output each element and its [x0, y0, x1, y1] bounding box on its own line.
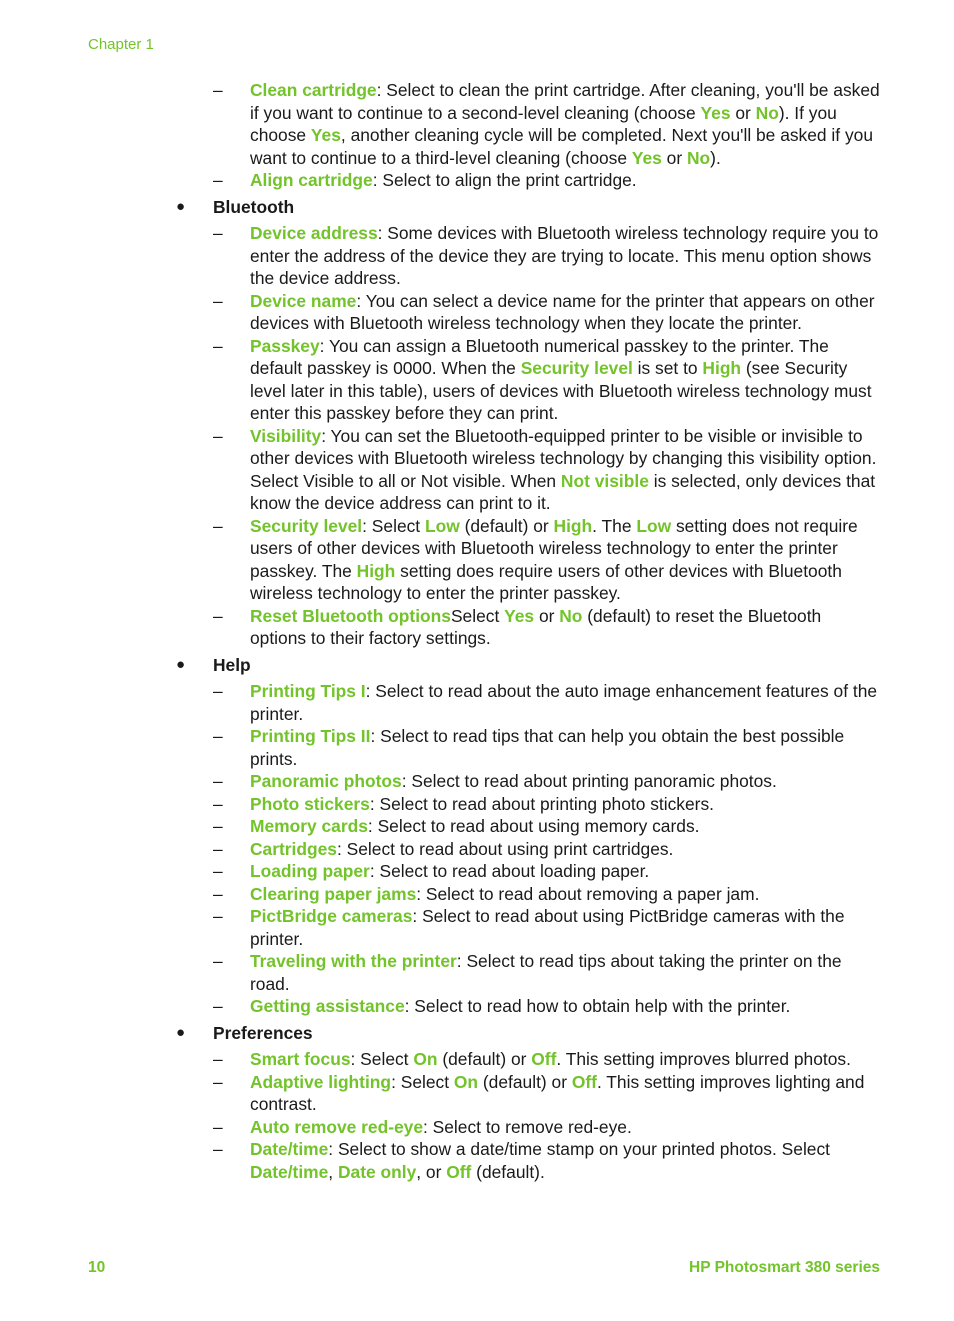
description-text: (default). — [471, 1161, 545, 1182]
description-text: : Select to read about using PictBridge cameras with the printer. — [250, 906, 845, 949]
list-item — [0, 883, 882, 906]
bullet-marker: ● — [176, 197, 186, 215]
option-term: Low — [424, 515, 460, 536]
description-text: : Select to align the print cartridge. — [372, 170, 637, 190]
dash-marker: – — [213, 861, 223, 881]
option-term: Yes — [504, 605, 535, 626]
description-text: : Some devices with Bluetooth wireless technology require you to enter the address of the device they are trying to locate. This menu option shows the device address. — [250, 223, 879, 288]
product-name: HP Photosmart 380 series — [689, 1259, 880, 1276]
section-title: Help — [213, 654, 251, 675]
option-term: No — [559, 605, 583, 626]
dash-marker: – — [213, 80, 223, 100]
document-body — [0, 79, 954, 1183]
description-text: (see Security level later in this table), users of devices with Bluetooth wireless technology must enter this passkey before they can print. — [250, 358, 872, 423]
list-item — [0, 79, 882, 169]
option-term: Yes — [310, 125, 341, 145]
description-text: : You can select a device name for the printer that appears on other devices with Bluetooth wireless technology when they locate the printer. — [250, 290, 875, 333]
option-term: Passkey — [250, 335, 320, 356]
description-text: , or — [416, 1161, 447, 1182]
description-text: , — [328, 1161, 338, 1182]
description-text: : Select to remove red-eye. — [423, 1116, 632, 1137]
option-term: High — [702, 358, 742, 378]
option-term: Panoramic photos — [250, 771, 402, 791]
list-item — [0, 995, 882, 1018]
dash-marker: – — [213, 726, 223, 746]
chapter-header: Chapter 1 — [88, 36, 154, 53]
option-term: On — [413, 1049, 438, 1069]
description-text: Select — [450, 605, 505, 626]
dash-marker: – — [213, 1116, 223, 1137]
dash-marker: – — [213, 951, 223, 971]
list-item — [0, 290, 882, 335]
list-item — [0, 1138, 882, 1183]
option-term: Memory cards — [250, 816, 368, 836]
option-term: Device address — [250, 223, 378, 243]
list-item — [0, 222, 882, 290]
option-term: Not visible — [560, 470, 649, 491]
option-term: Off — [531, 1049, 557, 1069]
list-item — [0, 1116, 882, 1139]
option-term: Off — [571, 1071, 597, 1092]
dash-marker: – — [213, 816, 223, 836]
option-term: On — [453, 1071, 479, 1092]
option-term: Security level — [250, 515, 363, 536]
list-item — [0, 950, 882, 995]
bullet-marker: ● — [176, 655, 186, 673]
list-item — [0, 605, 882, 650]
description-text: (default) or — [437, 1049, 532, 1069]
option-term: Date/time — [250, 1139, 329, 1159]
description-text: : Select to show a date/time stamp on your printed photos. Select — [328, 1139, 831, 1159]
section-heading — [0, 1022, 954, 1045]
list-item — [0, 838, 882, 861]
option-term: Loading paper — [250, 861, 370, 881]
description-text: : Select to read about using print cartridges. — [336, 838, 674, 859]
description-text: . This setting improves blurred photos. — [556, 1049, 851, 1069]
description-text: or — [661, 147, 687, 168]
description-text: or — [730, 102, 756, 123]
list-item — [0, 725, 882, 770]
option-term: Yes — [631, 147, 662, 168]
list-item — [0, 680, 882, 725]
option-term: Traveling with the printer — [250, 951, 457, 971]
option-term: Security level — [520, 358, 633, 378]
option-term: High — [553, 515, 593, 536]
option-term: Printing Tips I — [250, 681, 366, 701]
dash-marker: – — [213, 425, 223, 446]
description-text: : Select — [350, 1049, 414, 1069]
description-text: ). If you choose — [250, 102, 837, 145]
option-term: Reset Bluetooth options — [250, 605, 451, 626]
list-item — [0, 905, 882, 950]
description-text: or — [534, 605, 560, 626]
description-text: is selected, only devices that know the device address can print to it. — [250, 470, 876, 513]
description-text: , another cleaning cycle will be completed. Next you'll be asked if you want to continue to a third-level cleaning (choose — [250, 125, 873, 168]
dash-marker: – — [213, 170, 223, 190]
list-item — [0, 815, 882, 838]
option-term: Low — [636, 515, 672, 536]
description-text: : Select to read about using memory cards. — [367, 816, 700, 836]
description-text: : Select to read about printing photo stickers. — [369, 793, 714, 814]
description-text: . This setting improves lighting and contrast. — [250, 1071, 865, 1114]
dash-marker: – — [213, 996, 223, 1016]
description-text: : Select to read about printing panoramic photos. — [401, 771, 777, 791]
option-term: Adaptive lighting — [250, 1071, 392, 1092]
option-term: Clean cartridge — [250, 80, 377, 100]
option-term: Clearing paper jams — [250, 883, 417, 904]
page-number: 10 — [88, 1259, 106, 1276]
description-text: : You can assign a Bluetooth numerical passkey to the printer. The default passkey is 0000. When the — [250, 335, 829, 378]
dash-marker: – — [213, 605, 223, 626]
dash-marker: – — [213, 515, 223, 536]
list-item — [0, 1071, 882, 1116]
dash-marker: – — [213, 1049, 223, 1069]
description-text: : Select to read tips that can help you obtain the best possible prints. — [250, 726, 845, 769]
dash-marker: – — [213, 1139, 223, 1159]
list-item — [0, 1048, 882, 1071]
section-heading — [0, 654, 954, 677]
list-item — [0, 515, 882, 605]
description-text: is set to — [632, 358, 703, 378]
option-term: Auto remove red-eye — [250, 1116, 423, 1137]
description-text: ). — [710, 147, 721, 168]
option-term: Photo stickers — [250, 793, 370, 814]
dash-marker: – — [213, 681, 223, 701]
description-text: : Select to read tips about taking the printer on the road. — [250, 951, 842, 994]
section-heading — [0, 196, 954, 219]
list-item — [0, 169, 882, 192]
list-item — [0, 425, 882, 515]
option-term: High — [356, 560, 396, 581]
description-text: : You can set the Bluetooth-equipped printer to be visible or invisible to other devices with Bluetooth wireless technology by changing this visibility option. Select Visible to all or Not visible. When — [250, 425, 877, 491]
option-term: No — [755, 102, 779, 123]
option-term: Off — [446, 1161, 472, 1182]
option-term: PictBridge cameras — [250, 906, 413, 926]
description-text: : Select to read about removing a paper jam. — [416, 883, 760, 904]
description-text: : Select to clean the print cartridge. After cleaning, you'll be asked if you want to continue to a second-level cleaning (choose — [250, 80, 880, 123]
section-title: Preferences — [213, 1022, 313, 1043]
list-item — [0, 770, 882, 793]
option-term: Date only — [337, 1161, 417, 1182]
list-item — [0, 793, 882, 816]
option-term: Yes — [700, 102, 731, 123]
dash-marker: – — [213, 223, 223, 243]
description-text: . The — [592, 515, 637, 536]
description-text: : Select to read how to obtain help with the printer. — [404, 996, 791, 1016]
list-item — [0, 335, 882, 425]
section-title: Bluetooth — [213, 196, 295, 217]
dash-marker: – — [213, 290, 223, 311]
description-text: (default) to reset the Bluetooth options to their factory settings. — [250, 605, 822, 648]
dash-marker: – — [213, 838, 223, 859]
description-text: setting does not require users of other devices with Bluetooth wireless technology to enter the printer passkey. The — [250, 515, 858, 581]
option-term: Device name — [250, 290, 357, 311]
option-term: Visibility — [250, 425, 322, 446]
option-term: No — [686, 147, 711, 168]
description-text: setting does require users of other devices with Bluetooth wireless technology to enter the printer passkey. — [250, 560, 842, 603]
option-term: Printing Tips II — [250, 726, 371, 746]
option-term: Getting assistance — [250, 996, 405, 1016]
option-term: Align cartridge — [250, 170, 373, 190]
option-term: Smart focus — [250, 1049, 351, 1069]
description-text: : Select to read about loading paper. — [369, 861, 650, 881]
description-text: : Select — [391, 1071, 454, 1092]
option-term: Date/time — [250, 1161, 329, 1182]
description-text: : Select to read about the auto image enhancement features of the printer. — [250, 681, 878, 724]
description-text: (default) or — [478, 1071, 572, 1092]
description-text: : Select — [362, 515, 425, 536]
option-term: Cartridges — [250, 838, 337, 859]
dash-marker: – — [213, 906, 223, 926]
dash-marker: – — [213, 771, 223, 791]
dash-marker: – — [213, 883, 223, 904]
dash-marker: – — [213, 793, 223, 814]
dash-marker: – — [213, 1071, 223, 1092]
bullet-marker: ● — [176, 1023, 186, 1041]
list-item — [0, 860, 882, 883]
dash-marker: – — [213, 335, 223, 356]
description-text: (default) or — [459, 515, 554, 536]
